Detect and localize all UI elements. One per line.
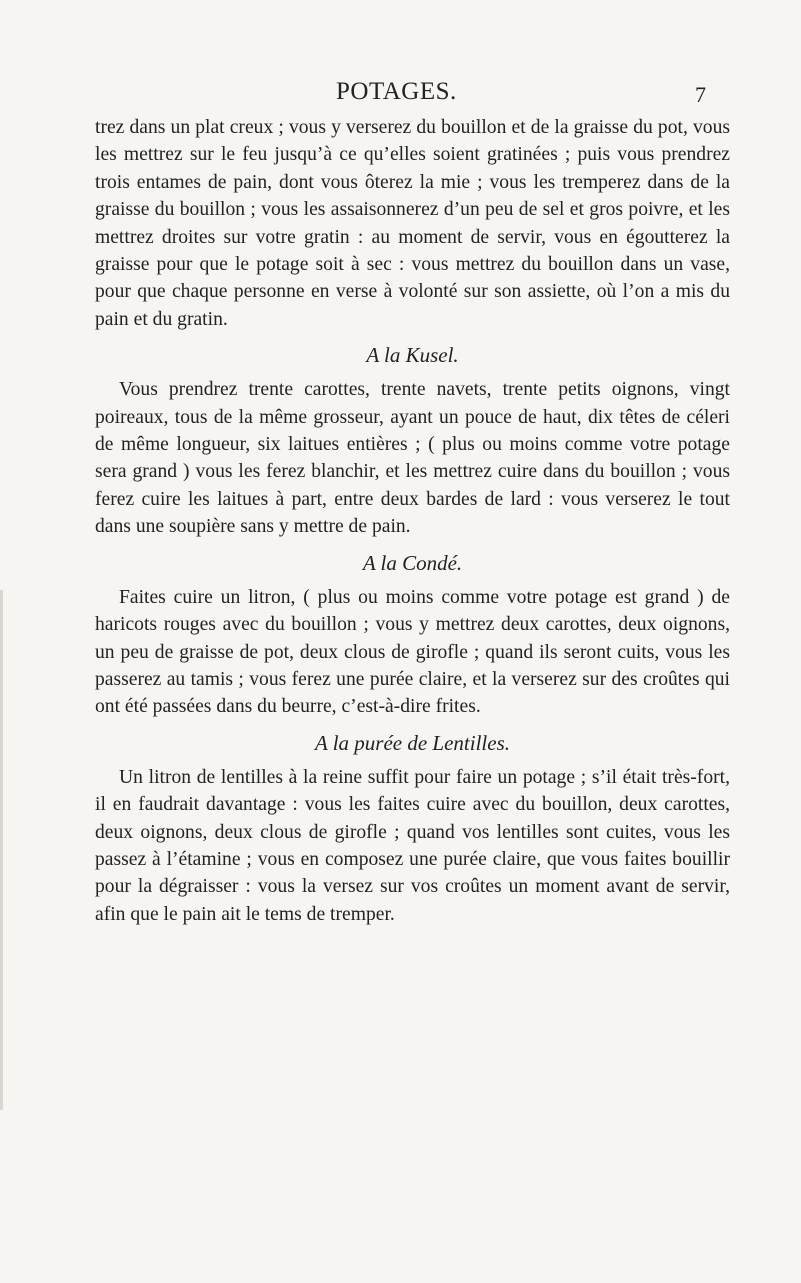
running-title: POTAGES. xyxy=(336,78,457,105)
section-heading-conde: A la Condé. xyxy=(362,550,463,575)
paragraph-gratin-continuation: trez dans un plat creux ; vous y verserez du bouillon et de la graisse du pot, vous les mettrez sur le feu jusqu’à ce qu’elles soient gratinées ; puis vous prendrez trois entames de pain, dont vous ôterez la mie ; vous les tremperez dans de la graisse du bouillon ; vous les assaisonnerez d’un peu de sel et gros poivre, et les mettrez droites sur votre gratin : au moment de servir, vous en égoutterez la graisse pour que le potage soit à sec : vous mettrez du bouillon dans un vase, pour que chaque personne en verse à volonté sur son assiette, où l’on a mis du pain et du gratin. xyxy=(95,117,730,330)
paragraph-lentilles: Un litron de lentilles à la reine suffit pour faire un potage ; s’il était très-fort, il en faudrait davantage : vous les faites cuire avec du bouillon, deux carottes, deux oignons, deux clous de girofle ; quand vos lentilles sont cuites, vous les passez à l’étamine ; vous en composez une purée claire, que vous faites bouillir pour la dégraisser : vous la versez sur vos croûtes un moment avant de servir, afin que le pain ait le tems de tremper. xyxy=(95,766,730,925)
page-number: 7 xyxy=(695,82,706,107)
body-text xyxy=(95,114,730,928)
section-heading-kusel: A la Kusel. xyxy=(366,343,459,368)
section-heading-lentilles: A la purée de Lentilles. xyxy=(315,730,510,755)
paragraph-kusel: Vous prendrez trente carottes, trente navets, trente petits oignons, vingt poireaux, tous de la même grosseur, ayant un pouce de haut, dix têtes de céleri de même longueur, six laitues entières ; ( plus ou moins comme votre potage sera grand ) vous les ferez blanchir, et les mettrez cuire dans du bouillon ; vous ferez cuire les laitues à part, entre deux bardes de lard : vous verserez le tout dans une soupière sans y mettre de pain. xyxy=(95,379,730,538)
paragraph-conde: Faites cuire un litron, ( plus ou moins comme votre potage est grand ) de haricots rouges avec du bouillon ; vous y mettrez deux carottes, deux oignons, un peu de graisse de pot, deux clous de girofle ; quand ils seront cuits, vous les passerez au tamis ; vous ferez une purée claire, et la verserez sur des croûtes qui ont été passées dans du beurre, c’est-à-dire frites. xyxy=(95,586,730,718)
running-head xyxy=(0,78,801,112)
page-edge-shadow xyxy=(0,590,3,1110)
